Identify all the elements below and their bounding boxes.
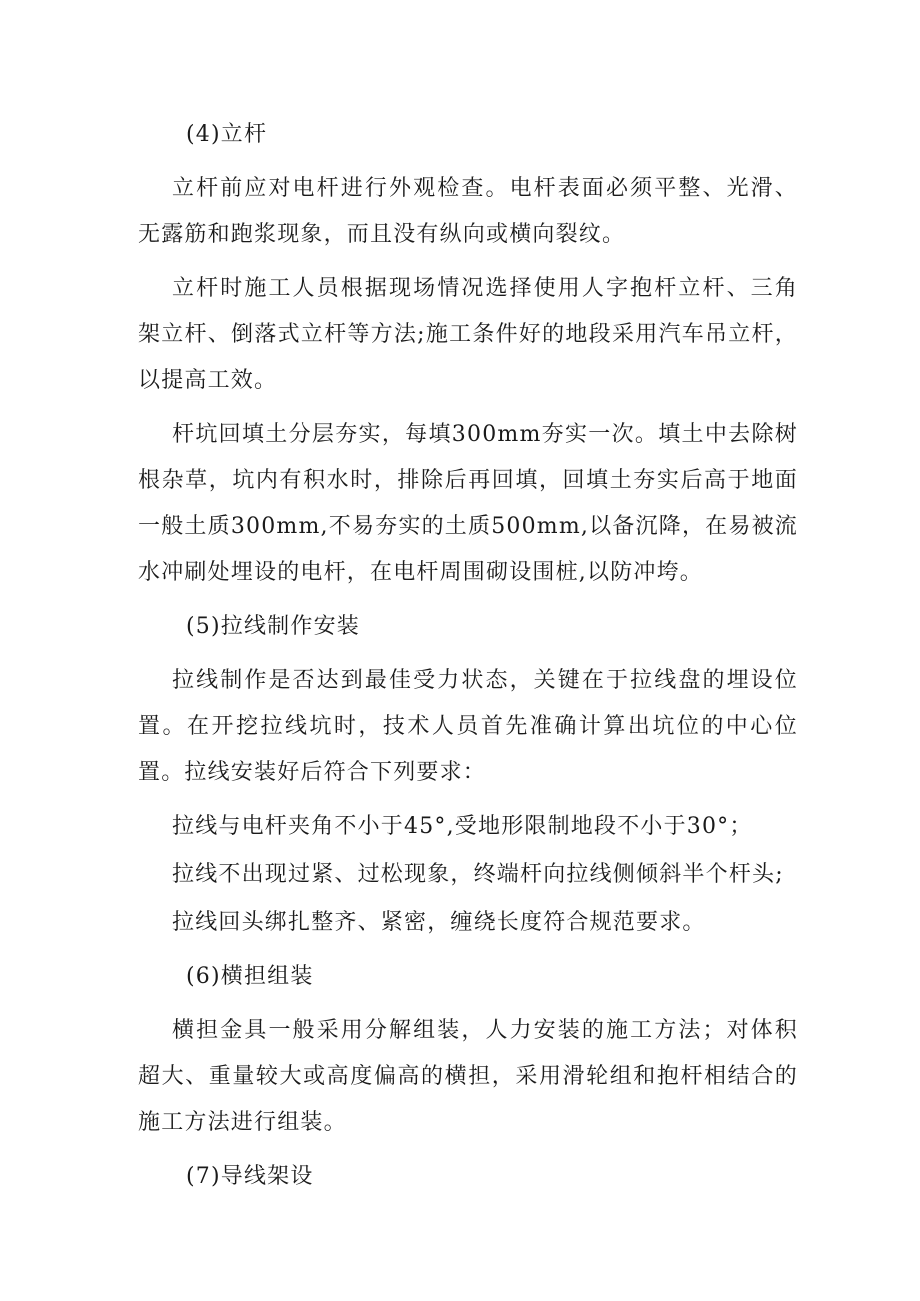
paragraph-backfill: 杆坑回填土分层夯实，每填300mm夯实一次。填土中去除树根杂草，坑内有积水时，排除后再回填，回填土夯实后高于地面一般土质300mm,不易夯实的土质500mm,以备沉降，在易被流水冲刷处埋设的电杆，在电杆周围砌设围桩,以防冲垮。 [138, 422, 798, 585]
paragraph-crossarm-assembly: 横担金具一般采用分解组装，人力安装的施工方法；对体积超大、重量较大或高度偏高的横担，采用滑轮组和抱杆相结合的施工方法进行组装。 [138, 1018, 798, 1135]
section-heading-pole-erection: (4)立杆 [186, 122, 268, 147]
section-heading-guy-wire: (5)拉线制作安装 [186, 614, 360, 639]
section-heading-conductor: (7)导线架设 [186, 1164, 314, 1189]
requirement-item: 拉线与电杆夹角不小于45°,受地形限制地段不小于30°； [172, 814, 753, 839]
section-heading-crossarm: (6)横担组装 [186, 964, 314, 989]
requirement-item: 拉线回头绑扎整齐、紧密，缠绕长度符合规范要求。 [172, 910, 706, 935]
paragraph-pole-methods: 立杆时施工人员根据现场情况选择使用人字抱杆立杆、三角架立杆、倒落式立杆等方法;施工条件好的地段采用汽车吊立杆，以提高工效。 [138, 276, 798, 393]
paragraph-pole-inspection: 立杆前应对电杆进行外观检查。电杆表面必须平整、光滑、无露筋和跑浆现象，而且没有纵向或横向裂纹。 [138, 176, 798, 247]
paragraph-guy-wire-intro: 拉线制作是否达到最佳受力状态，关键在于拉线盘的埋设位置。在开挖拉线坑时，技术人员首先准确计算出坑位的中心位置。拉线安装好后符合下列要求： [138, 668, 798, 785]
requirement-item: 拉线不出现过紧、过松现象，终端杆向拉线侧倾斜半个杆头; [172, 862, 784, 887]
document-body [138, 112, 798, 1208]
